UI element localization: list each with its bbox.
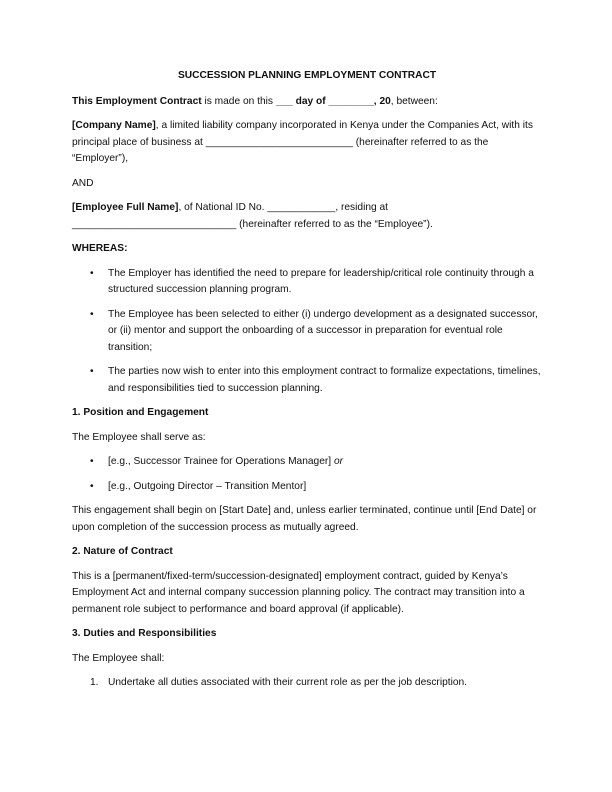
- employer-name: [Company Name]: [72, 120, 156, 131]
- section-3-heading: 3. Duties and Responsibilities: [72, 628, 217, 639]
- list-item: [72, 675, 542, 692]
- intro-text-1: is made on this: [201, 95, 276, 107]
- list-item: • The parties now wish to enter into this employment contract to formalize expectations, timelines, and responsibilities tied to succession planning.: [72, 364, 542, 397]
- document-title: SUCCESSION PLANNING EMPLOYMENT CONTRACT: [177, 70, 437, 81]
- whereas-heading: WHEREAS:: [72, 243, 128, 254]
- employee-name: [Employee Full Name]: [72, 202, 179, 213]
- employer-text: , a limited liability company incorporated in Kenya under the Companies Act, with its principal place of business at __________________________ (hereinafter referred to as the “Employer”),: [72, 120, 533, 164]
- item-text: [e.g., Successor Trainee for Operations Manager]: [108, 456, 334, 467]
- employer-paragraph: [72, 118, 542, 168]
- section-1-heading: 1. Position and Engagement: [72, 407, 209, 418]
- and-text: AND: [72, 177, 94, 189]
- item-number: 1.: [90, 677, 99, 688]
- intro-bold-1: This Employment Contract: [72, 95, 202, 107]
- intro-bold-2: ___ day of ________, 20: [275, 95, 391, 107]
- list-item: • The Employee has been selected to either (i) undergo development as a designated successor, or (ii) mentor and support the onboarding of a successor in preparation for eventual role transition;: [72, 307, 542, 357]
- document-page: [72, 68, 542, 692]
- item-text: Undertake all duties associated with their current role as per the job description.: [108, 677, 468, 688]
- section-3-lead: The Employee shall:: [72, 652, 165, 664]
- list-item: [72, 454, 542, 471]
- intro-paragraph: [72, 94, 542, 111]
- section-1-list: [72, 454, 542, 495]
- intro-text-2: , between:: [390, 95, 438, 107]
- item-or: or: [333, 456, 343, 467]
- section-2-heading: 2. Nature of Contract: [72, 546, 173, 557]
- section-1-lead: The Employee shall serve as:: [72, 431, 206, 443]
- employee-paragraph: [72, 200, 542, 233]
- whereas-list: [72, 266, 542, 398]
- list-item: • [e.g., Outgoing Director – Transition Mentor]: [72, 479, 542, 496]
- employee-text: , of National ID No. ____________, residing at _____________________________ (hereinafter referred to as the “Employee”).: [72, 202, 433, 230]
- section-3-list: [72, 675, 542, 692]
- section-2-paragraph: This is a [permanent/fixed-term/succession-designated] employment contract, guided by Kenya’s Employment Act and internal company succession planning policy. The contract may transition into a permanent role subject to performance and board approval (if applicable).: [72, 570, 525, 615]
- list-item: • The Employer has identified the need to prepare for leadership/critical role continuity through a structured succession planning program.: [72, 266, 542, 299]
- section-1-paragraph: This engagement shall begin on [Start Date] and, unless earlier terminated, continue until [End Date] or upon completion of the succession process as mutually agreed.: [72, 505, 537, 533]
